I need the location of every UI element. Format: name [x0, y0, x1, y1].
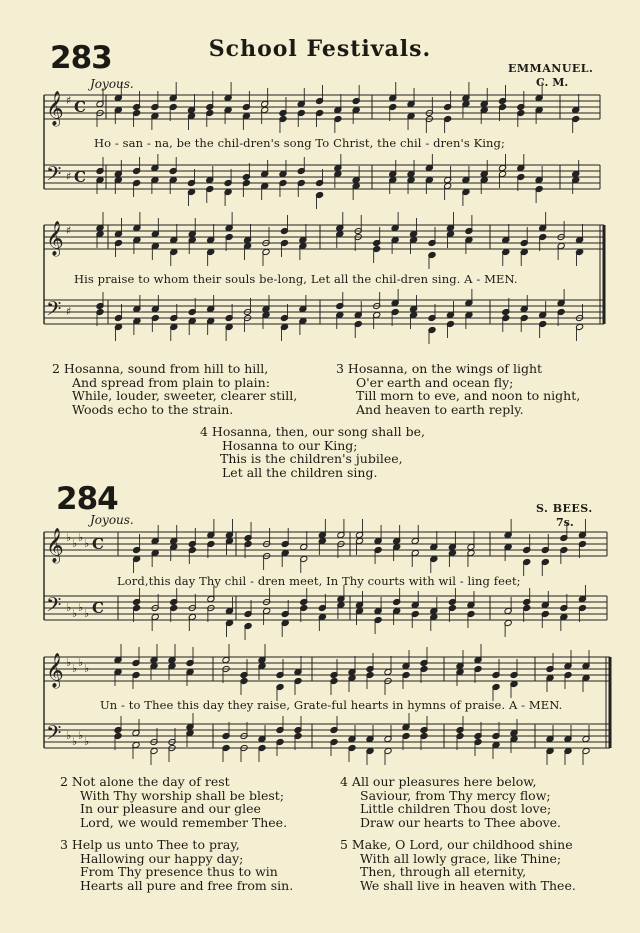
stanza-line: Hosanna to our King; — [222, 437, 358, 453]
key-signature: ♭ — [78, 601, 84, 614]
stanza — [52, 362, 297, 416]
key-signature: ♭ — [78, 531, 84, 544]
key-signature: ♯ — [66, 305, 72, 318]
bass-clef: 𝄢 — [46, 593, 62, 621]
key-signature: ♭ — [78, 729, 84, 742]
lyric-line: Ho - san - na, be the chil-dren's song To Christ, the chil - dren's King; — [94, 136, 505, 150]
time-signature: C — [92, 535, 104, 553]
hymn-number: 283 — [50, 40, 112, 76]
stanza-line: Till morn to eve, and noon to night, — [356, 388, 581, 404]
page-title: School Festivals. — [208, 36, 432, 62]
stanza-line: Lord, we would remember Thee. — [80, 814, 288, 830]
stanza-line: Woods echo to the strain. — [72, 401, 234, 417]
key-signature: ♭ — [84, 735, 90, 748]
stanza — [340, 775, 561, 829]
stanza — [336, 362, 580, 416]
key-signature: ♭ — [72, 537, 78, 550]
tune-name: EMMANUEL. — [508, 62, 594, 75]
key-signature: ♭ — [78, 656, 84, 669]
bass-clef: 𝄢 — [46, 162, 62, 190]
stanza-line: 5 Make, O Lord, our childhood shine — [340, 837, 573, 852]
key-signature: ♭ — [72, 607, 78, 620]
key-signature: ♯ — [66, 170, 72, 183]
treble-clef: 𝄞 — [46, 91, 64, 126]
bass-clef: 𝄢 — [46, 297, 62, 325]
stanza — [340, 838, 576, 892]
stanza-line: With all lowly grace, like Thine; — [360, 850, 562, 866]
key-signature: ♭ — [72, 735, 78, 748]
stanza-line: While, louder, sweeter, clearer still, — [72, 388, 298, 404]
treble-clef: 𝄞 — [46, 653, 64, 688]
stanza-line: We shall live in heaven with Thee. — [360, 877, 576, 893]
key-signature: ♭ — [66, 729, 72, 742]
lyric-line: His praise to whom their souls be-long, Let all the chil-dren sing. A - MEN. — [74, 272, 518, 286]
stanza-line: This is the children's jubilee, — [220, 451, 403, 467]
stanza — [60, 838, 293, 892]
stanza-line: 2 Not alone the day of rest — [60, 774, 230, 789]
stanza-line: Let all the children sing. — [222, 464, 378, 480]
tempo-marking: Joyous. — [90, 513, 134, 527]
stanza-line: 3 Help us unto Thee to pray, — [60, 837, 240, 852]
lyric-line: Un - to Thee this day they raise, Grate-ful hearts in hymns of praise. A - MEN. — [100, 698, 563, 712]
key-signature: ♭ — [66, 656, 72, 669]
key-signature: ♭ — [84, 537, 90, 550]
stanza-line: 4 Hosanna, then, our song shall be, — [200, 424, 425, 439]
stanza — [200, 425, 425, 479]
stanza-line: 2 Hosanna, sound from hill to hill, — [52, 361, 269, 376]
stanza-line: 3 Hosanna, on the wings of light — [336, 361, 543, 376]
hymn-number: 284 — [56, 481, 118, 517]
stanza-line: Draw our hearts to Thee above. — [360, 814, 562, 830]
stanza-line: With Thy worship shall be blest; — [80, 787, 285, 803]
key-signature: ♯ — [66, 94, 72, 107]
meter-label: 7s. — [556, 516, 574, 529]
stanza-line: O'er earth and ocean fly; — [356, 374, 514, 390]
key-signature: ♯ — [66, 224, 72, 237]
stanza — [60, 775, 287, 829]
stanza-line: From Thy presence thus to win — [80, 864, 278, 880]
stanza-line: And heaven to earth reply. — [356, 401, 524, 417]
stanza-line: Saviour, from Thy mercy flow; — [360, 787, 551, 803]
key-signature: ♭ — [72, 662, 78, 675]
key-signature: ♭ — [66, 531, 72, 544]
stanza-line: In our pleasure and our glee — [80, 801, 261, 817]
stanza-line: 4 All our pleasures here below, — [340, 774, 537, 789]
meter-label: C. M. — [536, 76, 569, 89]
treble-clef: 𝄞 — [46, 221, 64, 256]
stanza-line: Then, through all eternity, — [360, 864, 527, 880]
tempo-marking: Joyous. — [90, 77, 134, 91]
treble-clef: 𝄞 — [46, 528, 64, 563]
stanza-line: Hearts all pure and free from sin. — [80, 877, 294, 893]
time-signature: C — [92, 599, 104, 617]
stanza-line: And spread from plain to plain: — [72, 374, 270, 390]
stanza-line: Little children Thou dost love; — [360, 801, 552, 817]
time-signature: C — [74, 98, 86, 116]
tune-name: S. BEES. — [536, 502, 593, 515]
time-signature: C — [74, 168, 86, 186]
bass-clef: 𝄢 — [46, 721, 62, 749]
key-signature: ♭ — [84, 607, 90, 620]
key-signature: ♭ — [66, 601, 72, 614]
stanza-line: Hallowing our happy day; — [80, 850, 244, 866]
lyric-line: Lord,this day Thy chil - dren meet, In Thy courts with wil - ling feet; — [117, 574, 521, 588]
key-signature: ♭ — [84, 662, 90, 675]
